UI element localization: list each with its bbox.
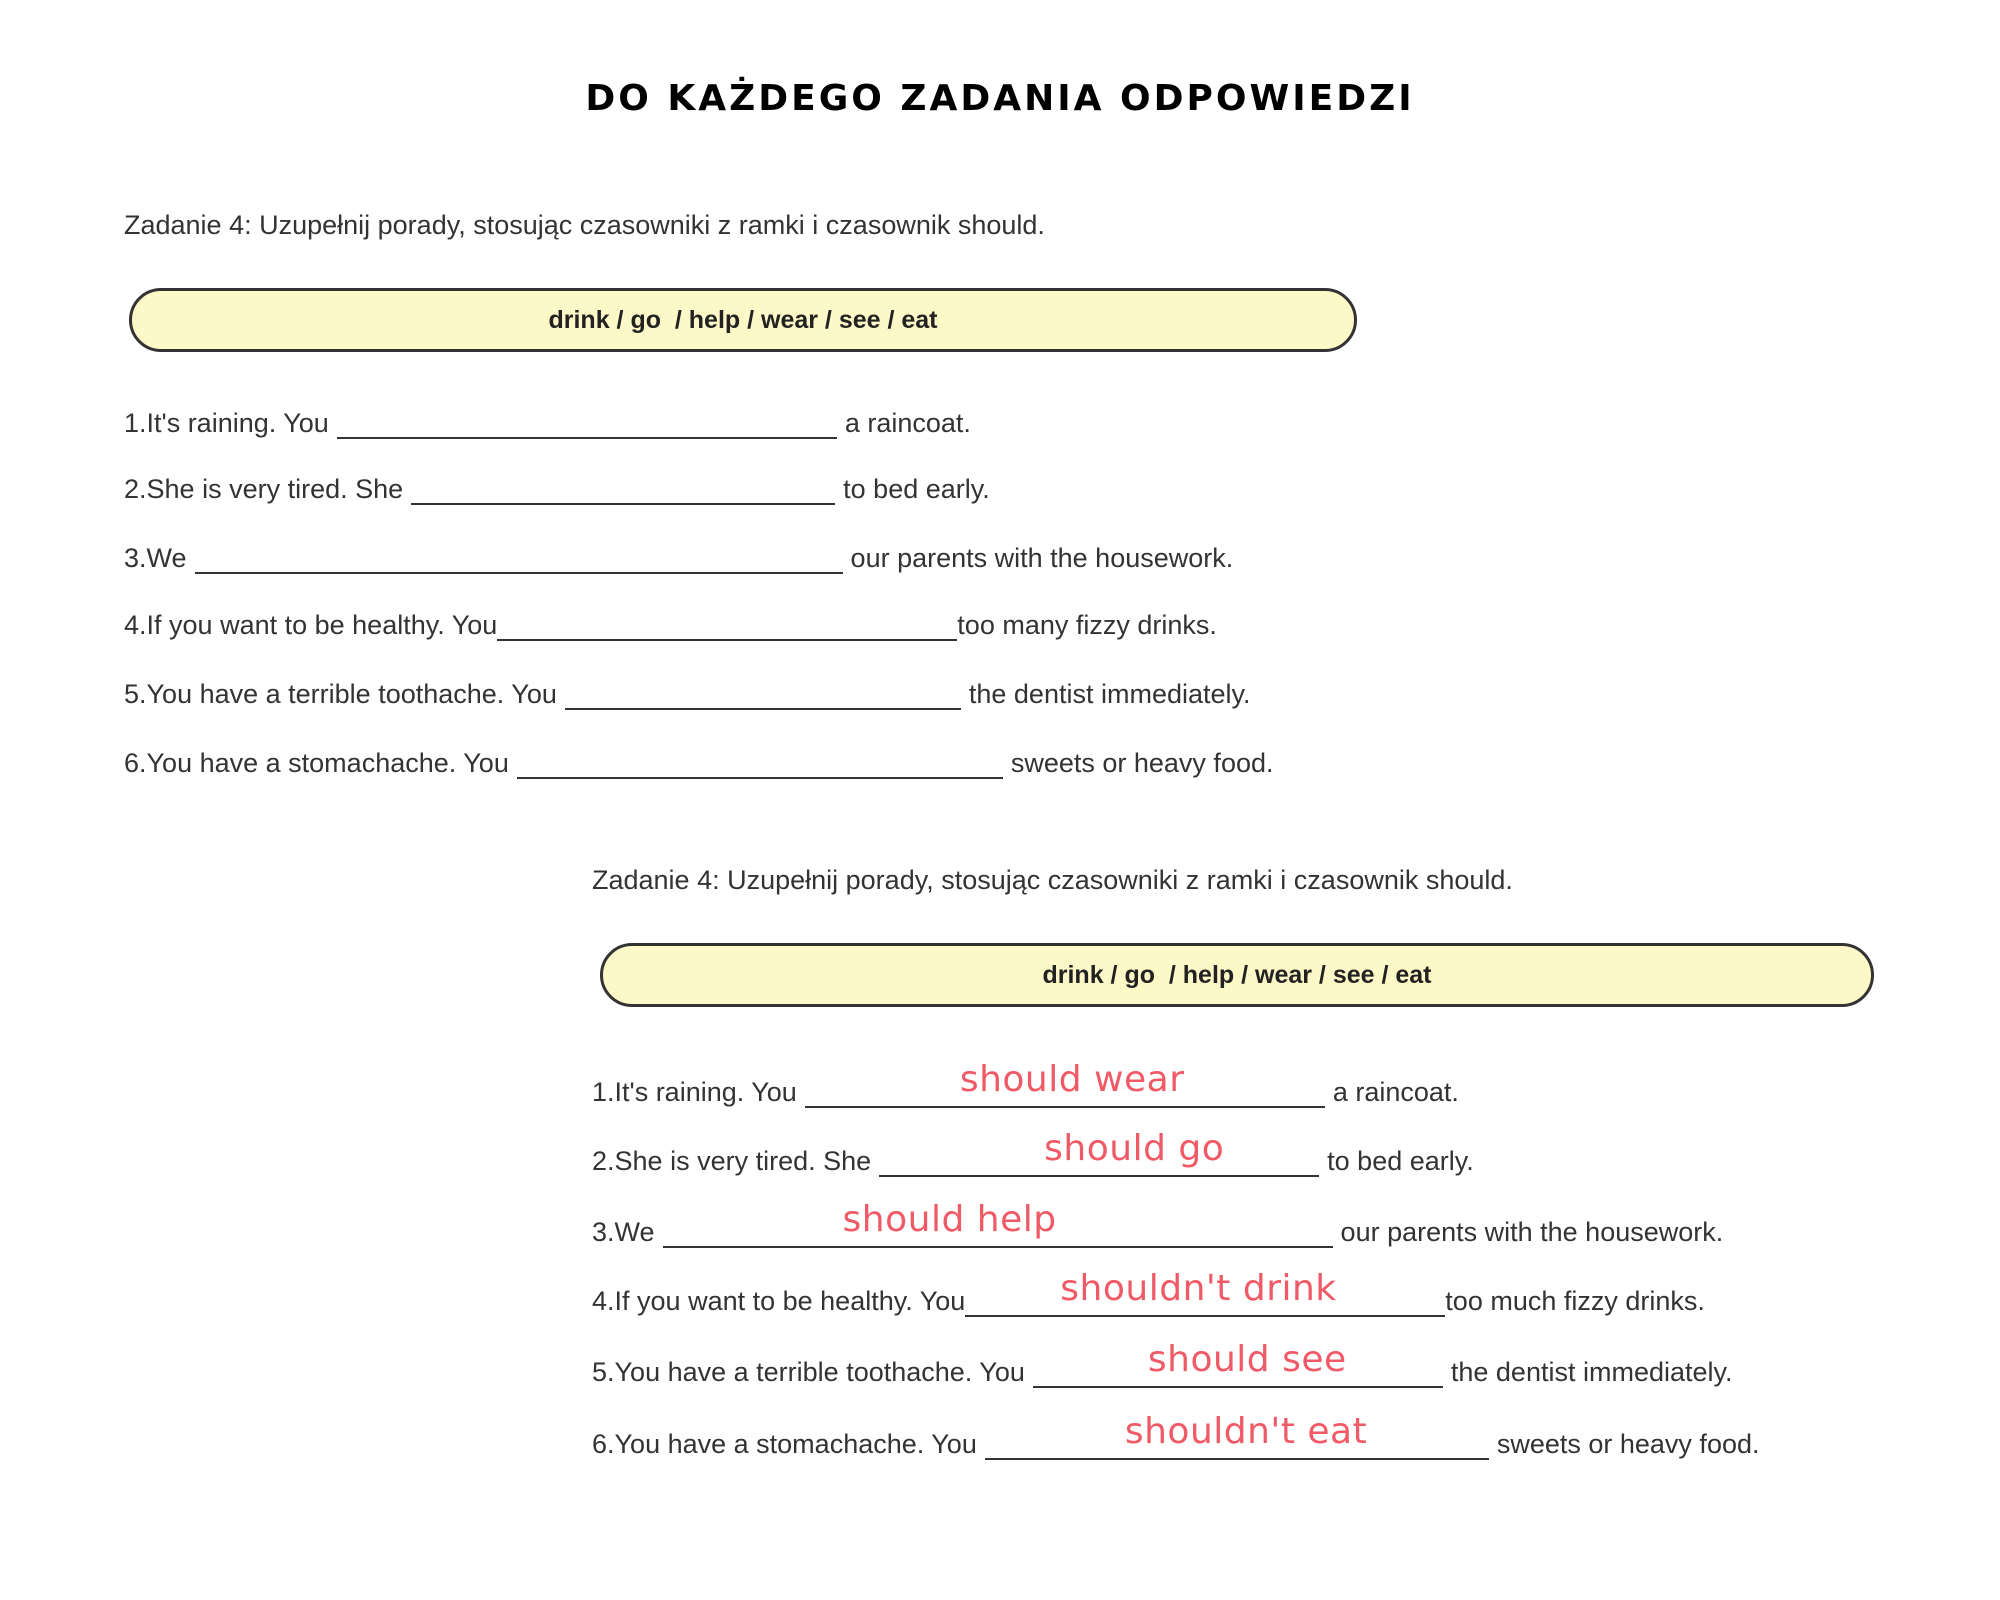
answer-blank[interactable] (663, 1199, 1333, 1248)
answer-blank[interactable] (879, 1128, 1319, 1177)
question-number: 4. (124, 610, 147, 640)
question-text-after: to bed early. (843, 474, 990, 504)
instruction-text: Zadanie 4: Uzupełnij porady, stosując czasowniki z ramki i czasownik should. (592, 865, 1513, 895)
question-text-before: You have a terrible toothache. You (146, 679, 557, 709)
question-line-1 (592, 1059, 1459, 1108)
question-number: 2. (592, 1146, 615, 1176)
handwritten-answer: should help (842, 1199, 1057, 1240)
handwritten-answer: should see (1147, 1339, 1347, 1380)
question-line-4 (124, 610, 1217, 641)
handwritten-answer: shouldn't drink (1060, 1268, 1337, 1309)
question-number: 3. (124, 543, 147, 573)
worksheet-answered (592, 865, 1760, 1459)
question-line-6 (124, 748, 1274, 779)
question-number: 2. (124, 474, 147, 504)
handwritten-answer: shouldn't eat (1124, 1411, 1368, 1452)
question-text-after: sweets or heavy food. (1010, 748, 1274, 778)
question-number: 1. (592, 1077, 615, 1107)
question-text-before: You have a terrible toothache. You (614, 1357, 1025, 1387)
question-line-4 (592, 1268, 1705, 1317)
answer-blank[interactable] (805, 1059, 1325, 1108)
word-box: drink / go / help / wear / see / eat (129, 288, 1357, 352)
question-text-after: a raincoat. (1332, 1077, 1459, 1107)
question-text-after: the dentist immediately. (968, 679, 1251, 709)
question-number: 4. (592, 1286, 615, 1316)
question-text-after: our parents with the housework. (850, 543, 1234, 573)
question-text-after: too many fizzy drinks. (957, 610, 1217, 640)
question-line-3 (124, 543, 1233, 574)
instruction-text: Zadanie 4: Uzupełnij porady, stosując czasowniki z ramki i czasownik should. (124, 210, 1045, 240)
question-text-before: We (614, 1217, 655, 1247)
page-title: DO KAŻDEGO ZADANIA ODPOWIEDZI (585, 78, 1415, 119)
question-text-before: You have a stomachache. You (146, 748, 509, 778)
question-text-before: We (146, 543, 187, 573)
handwritten-answer: should go (1044, 1128, 1225, 1169)
question-text-before: It's raining. You (614, 1077, 797, 1107)
question-text-after: too much fizzy drinks. (1445, 1286, 1705, 1316)
question-text-after: a raincoat. (844, 408, 971, 438)
word-box: drink / go / help / wear / see / eat (600, 943, 1874, 1007)
question-text-after: our parents with the housework. (1340, 1217, 1724, 1247)
answer-blank[interactable] (985, 1411, 1489, 1460)
question-number: 5. (124, 679, 147, 709)
answer-blank[interactable] (497, 611, 957, 641)
question-text-after: the dentist immediately. (1450, 1357, 1733, 1387)
question-number: 3. (592, 1217, 615, 1247)
question-text-after: to bed early. (1327, 1146, 1474, 1176)
question-line-2 (592, 1128, 1474, 1177)
answer-blank[interactable] (411, 475, 835, 505)
answer-blank[interactable] (195, 544, 843, 574)
answer-blank[interactable] (1033, 1339, 1443, 1388)
question-line-1 (124, 408, 971, 439)
question-text-after: sweets or heavy food. (1496, 1429, 1760, 1459)
question-number: 1. (124, 408, 147, 438)
answer-blank[interactable] (965, 1268, 1445, 1317)
question-number: 6. (124, 748, 147, 778)
question-line-2 (124, 474, 990, 505)
question-text-before: If you want to be healthy. You (146, 610, 498, 640)
question-text-before: You have a stomachache. You (614, 1429, 977, 1459)
question-line-6 (592, 1411, 1760, 1460)
question-line-3 (592, 1199, 1724, 1248)
question-number: 5. (592, 1357, 615, 1387)
question-text-before: It's raining. You (146, 408, 329, 438)
answer-blank[interactable] (337, 409, 837, 439)
answer-blank[interactable] (565, 680, 961, 710)
question-text-before: She is very tired. She (146, 474, 404, 504)
question-text-before: If you want to be healthy. You (614, 1286, 966, 1316)
handwritten-answer: should wear (959, 1059, 1185, 1100)
answer-blank[interactable] (517, 749, 1003, 779)
question-line-5 (124, 679, 1251, 710)
question-line-5 (592, 1339, 1733, 1388)
question-text-before: She is very tired. She (614, 1146, 872, 1176)
question-number: 6. (592, 1429, 615, 1459)
worksheet-blank (124, 210, 1274, 778)
